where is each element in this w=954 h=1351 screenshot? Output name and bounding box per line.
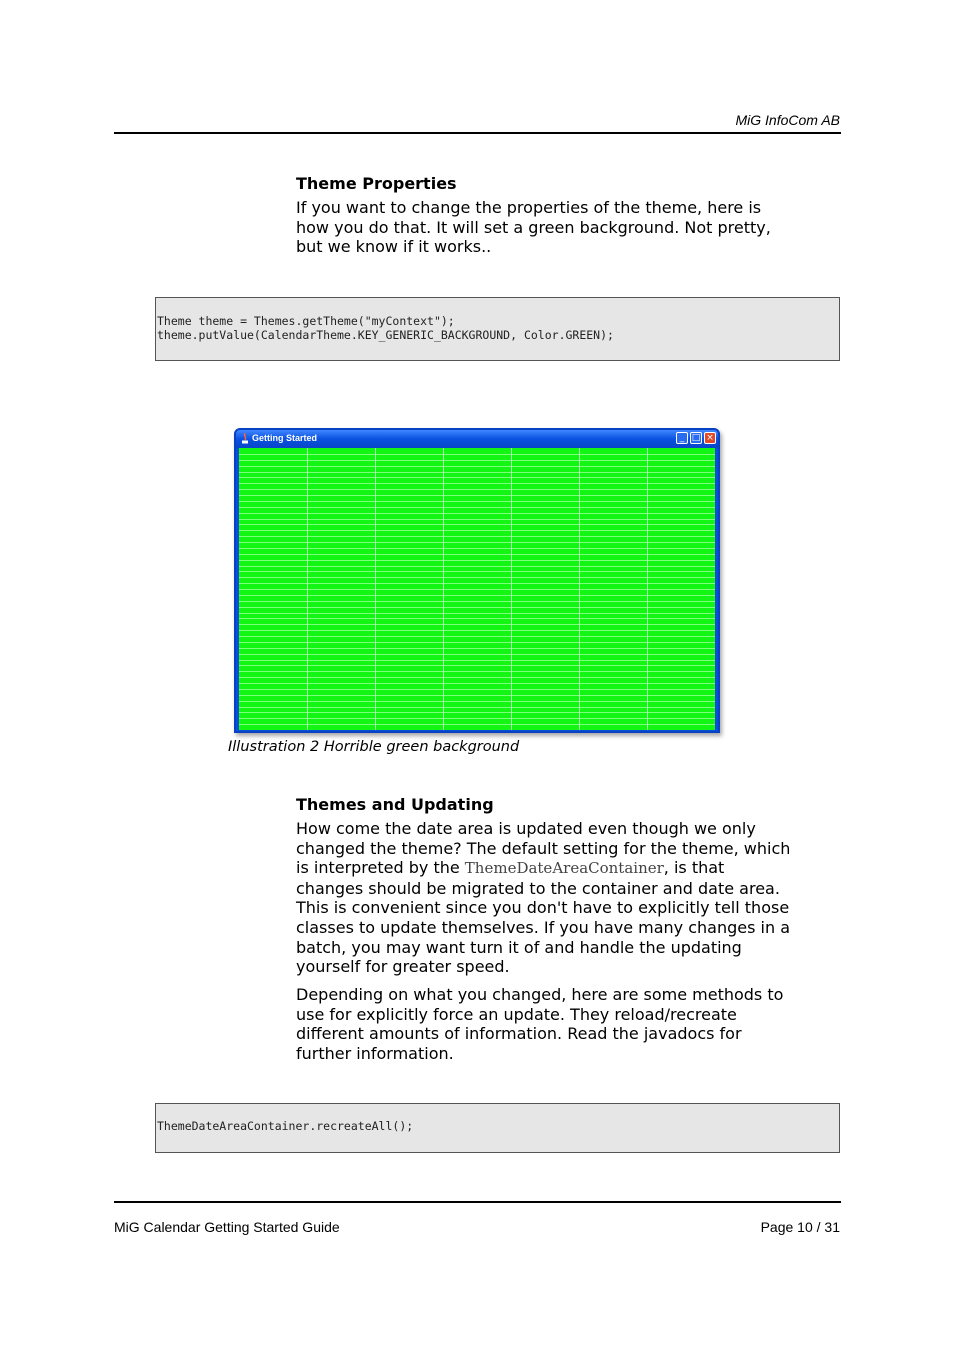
getting-started-window	[234, 428, 720, 733]
code-block-theme	[155, 297, 840, 361]
calendar-grid	[239, 448, 715, 730]
code-line: ThemeDateAreaContainer.recreateAll();	[157, 1119, 414, 1133]
close-button[interactable]: ×	[704, 432, 716, 444]
inline-code: ThemeDateAreaContainer	[464, 859, 664, 878]
maximize-button[interactable]: □	[691, 433, 701, 443]
code-line: theme.putValue(CalendarTheme.KEY_GENERIC_BACKGROUND, Color.GREEN);	[157, 328, 614, 342]
code-block-recreate	[155, 1103, 840, 1153]
section-title-themes-updating: Themes and Updating	[296, 795, 494, 814]
paragraph-theme-properties: If you want to change the properties of the theme, here is how you do that. It will set a green background. Not pretty, but we know if it works..	[296, 198, 771, 257]
header-company: MiG InfoCom AB	[735, 112, 840, 128]
footer-document-title: MiG Calendar Getting Started Guide	[114, 1219, 340, 1235]
header-rule	[114, 132, 841, 134]
calendar-date-area[interactable]	[239, 448, 715, 728]
paragraph-text: How come the date area is updated even though we only changed the theme? The default setting for the theme, which is interpreted by the	[296, 819, 791, 878]
window-title: Getting Started	[252, 433, 318, 443]
paragraph-themes-updating-2: Depending on what you changed, here are some methods to use for explicitly force an update. They reload/recreate different amounts of information. Read the javadocs for further information.	[296, 985, 784, 1063]
footer-rule	[114, 1201, 841, 1203]
minimize-button[interactable]: _	[676, 432, 688, 444]
section-title-theme-properties: Theme Properties	[296, 174, 457, 193]
footer-page-number: Page 10 / 31	[760, 1219, 840, 1235]
window-titlebar[interactable]	[236, 430, 718, 448]
code-line: Theme theme = Themes.getTheme("myContext");	[157, 314, 455, 328]
paragraph-text: , is that changes should be migrated to the container and date area. This is convenient since you don't have to explicitly tell those classes to update themselves. If you have many changes in a batch, you may want turn it of and handle the updating yourself for greater speed.	[296, 858, 791, 977]
java-cup-icon	[241, 433, 249, 444]
figure-caption: Illustration 2 Horrible green background	[228, 739, 520, 755]
paragraph-themes-updating-1	[296, 819, 796, 977]
